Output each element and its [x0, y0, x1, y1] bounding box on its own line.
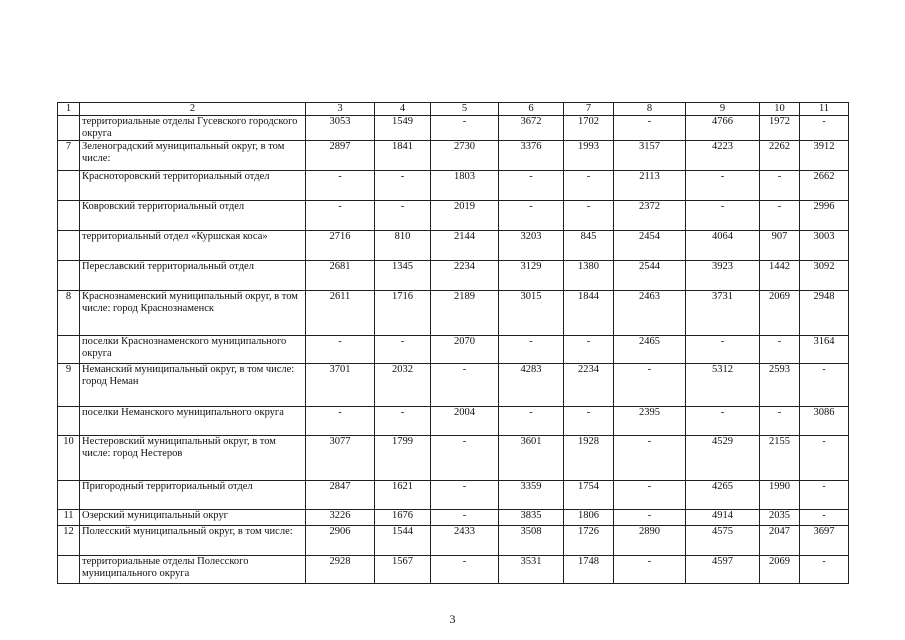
value-cell: - — [564, 336, 614, 364]
value-cell: 2928 — [306, 556, 375, 584]
value-cell: 3203 — [499, 231, 564, 261]
table-row — [58, 526, 849, 556]
value-cell: - — [499, 201, 564, 231]
value-cell: 2948 — [800, 291, 849, 336]
value-cell: 3697 — [800, 526, 849, 556]
value-cell: 1748 — [564, 556, 614, 584]
header-cell: 6 — [499, 103, 564, 116]
value-cell: 2155 — [760, 436, 800, 481]
value-cell: 1567 — [375, 556, 431, 584]
value-cell: 2996 — [800, 201, 849, 231]
value-cell: 1549 — [375, 116, 431, 141]
value-cell: 1806 — [564, 510, 614, 526]
value-cell: 1990 — [760, 481, 800, 510]
row-name: территориальный отдел «Куршская коса» — [80, 231, 306, 261]
value-cell: 3092 — [800, 261, 849, 291]
value-cell: 1993 — [564, 141, 614, 171]
value-cell: - — [614, 510, 686, 526]
table-row — [58, 141, 849, 171]
value-cell: - — [431, 481, 499, 510]
header-cell: 1 — [58, 103, 80, 116]
value-cell: 4597 — [686, 556, 760, 584]
value-cell: 3226 — [306, 510, 375, 526]
value-cell: 2372 — [614, 201, 686, 231]
value-cell: 3701 — [306, 364, 375, 407]
value-cell: - — [564, 171, 614, 201]
header-cell: 11 — [800, 103, 849, 116]
value-cell: 1702 — [564, 116, 614, 141]
row-number — [58, 116, 80, 141]
value-cell: - — [375, 336, 431, 364]
table-row — [58, 336, 849, 364]
value-cell: 1799 — [375, 436, 431, 481]
value-cell: 2113 — [614, 171, 686, 201]
value-cell: 2730 — [431, 141, 499, 171]
value-cell: 4283 — [499, 364, 564, 407]
value-cell: 2047 — [760, 526, 800, 556]
value-cell: 2847 — [306, 481, 375, 510]
value-cell: 3508 — [499, 526, 564, 556]
value-cell: 4223 — [686, 141, 760, 171]
value-cell: - — [800, 481, 849, 510]
table-row — [58, 510, 849, 526]
header-cell: 3 — [306, 103, 375, 116]
value-cell: 1716 — [375, 291, 431, 336]
value-cell: - — [375, 407, 431, 436]
row-number: 11 — [58, 510, 80, 526]
value-cell: 1621 — [375, 481, 431, 510]
row-number — [58, 407, 80, 436]
value-cell: 2593 — [760, 364, 800, 407]
value-cell: 3601 — [499, 436, 564, 481]
table-row — [58, 364, 849, 407]
value-cell: 3531 — [499, 556, 564, 584]
value-cell: 1676 — [375, 510, 431, 526]
row-name: Зеленоградский муниципальный округ, в том числе: — [80, 141, 306, 171]
value-cell: - — [306, 407, 375, 436]
value-cell: 2032 — [375, 364, 431, 407]
value-cell: 2234 — [431, 261, 499, 291]
value-cell: - — [800, 116, 849, 141]
value-cell: - — [800, 436, 849, 481]
table-row — [58, 481, 849, 510]
value-cell: - — [686, 336, 760, 364]
header-cell: 7 — [564, 103, 614, 116]
row-name: территориальные отделы Гусевского городского округа — [80, 116, 306, 141]
row-number — [58, 231, 80, 261]
value-cell: - — [306, 201, 375, 231]
value-cell: 845 — [564, 231, 614, 261]
value-cell: 2234 — [564, 364, 614, 407]
value-cell: - — [375, 171, 431, 201]
value-cell: 3129 — [499, 261, 564, 291]
value-cell: 4064 — [686, 231, 760, 261]
value-cell: 2544 — [614, 261, 686, 291]
value-cell: - — [760, 201, 800, 231]
header-cell: 4 — [375, 103, 431, 116]
value-cell: 3053 — [306, 116, 375, 141]
row-number: 12 — [58, 526, 80, 556]
table-row — [58, 201, 849, 231]
value-cell: 2433 — [431, 526, 499, 556]
data-table — [57, 102, 849, 584]
header-cell: 5 — [431, 103, 499, 116]
value-cell: 2070 — [431, 336, 499, 364]
value-cell: - — [614, 364, 686, 407]
row-name: Неманский муниципальный округ, в том числе: город Неман — [80, 364, 306, 407]
row-name: Пригородный территориальный отдел — [80, 481, 306, 510]
page-number: 3 — [449, 612, 456, 626]
value-cell: - — [760, 407, 800, 436]
row-name: Полесский муниципальный округ, в том числе: — [80, 526, 306, 556]
value-cell: 1928 — [564, 436, 614, 481]
value-cell: 3731 — [686, 291, 760, 336]
value-cell: 2611 — [306, 291, 375, 336]
value-cell: - — [760, 336, 800, 364]
value-cell: - — [686, 171, 760, 201]
row-name: Нестеровский муниципальный округ, в том числе: город Нестеров — [80, 436, 306, 481]
value-cell: - — [564, 201, 614, 231]
row-name: поселки Неманского муниципального округа — [80, 407, 306, 436]
value-cell: - — [306, 336, 375, 364]
value-cell: 2897 — [306, 141, 375, 171]
value-cell: 3157 — [614, 141, 686, 171]
value-cell: 3003 — [800, 231, 849, 261]
value-cell: - — [564, 407, 614, 436]
value-cell: 1844 — [564, 291, 614, 336]
table-row — [58, 291, 849, 336]
value-cell: 1726 — [564, 526, 614, 556]
value-cell: 5312 — [686, 364, 760, 407]
value-cell: - — [614, 116, 686, 141]
value-cell: 3359 — [499, 481, 564, 510]
value-cell: 3077 — [306, 436, 375, 481]
value-cell: 4265 — [686, 481, 760, 510]
header-cell: 2 — [80, 103, 306, 116]
value-cell: - — [800, 556, 849, 584]
value-cell: - — [431, 556, 499, 584]
value-cell: 1345 — [375, 261, 431, 291]
row-name: поселки Краснознаменского муниципального округа — [80, 336, 306, 364]
row-name: Переславский территориальный отдел — [80, 261, 306, 291]
value-cell: 2465 — [614, 336, 686, 364]
value-cell: 2454 — [614, 231, 686, 261]
value-cell: 2681 — [306, 261, 375, 291]
value-cell: 3015 — [499, 291, 564, 336]
value-cell: 1803 — [431, 171, 499, 201]
row-number — [58, 481, 80, 510]
value-cell: 1972 — [760, 116, 800, 141]
value-cell: 2189 — [431, 291, 499, 336]
value-cell: - — [306, 171, 375, 201]
row-name: Озерский муниципальный округ — [80, 510, 306, 526]
table-row — [58, 556, 849, 584]
row-number — [58, 261, 80, 291]
value-cell: 3912 — [800, 141, 849, 171]
row-name: территориальные отделы Полесского муниципального округа — [80, 556, 306, 584]
value-cell: 2716 — [306, 231, 375, 261]
row-number — [58, 556, 80, 584]
value-cell: 3376 — [499, 141, 564, 171]
value-cell: 3923 — [686, 261, 760, 291]
value-cell: - — [800, 364, 849, 407]
row-name: Красноторовский территориальный отдел — [80, 171, 306, 201]
value-cell: 4575 — [686, 526, 760, 556]
header-cell: 8 — [614, 103, 686, 116]
value-cell: 2463 — [614, 291, 686, 336]
value-cell: 2004 — [431, 407, 499, 436]
row-number: 8 — [58, 291, 80, 336]
row-name: Краснознаменский муниципальный округ, в том числе: город Краснознаменск — [80, 291, 306, 336]
value-cell: 2906 — [306, 526, 375, 556]
value-cell: 3164 — [800, 336, 849, 364]
value-cell: - — [499, 171, 564, 201]
value-cell: - — [800, 510, 849, 526]
value-cell: - — [499, 407, 564, 436]
value-cell: 2035 — [760, 510, 800, 526]
table-row — [58, 407, 849, 436]
value-cell: - — [614, 556, 686, 584]
value-cell: 4766 — [686, 116, 760, 141]
row-number: 9 — [58, 364, 80, 407]
header-cell: 10 — [760, 103, 800, 116]
value-cell: 810 — [375, 231, 431, 261]
value-cell: 2069 — [760, 556, 800, 584]
header-row — [58, 103, 849, 116]
value-cell: 4914 — [686, 510, 760, 526]
value-cell: 2262 — [760, 141, 800, 171]
value-cell: - — [431, 116, 499, 141]
row-name: Ковровский территориальный отдел — [80, 201, 306, 231]
value-cell: 1380 — [564, 261, 614, 291]
value-cell: 1544 — [375, 526, 431, 556]
table-row — [58, 171, 849, 201]
table-row — [58, 436, 849, 481]
value-cell: 2144 — [431, 231, 499, 261]
header-cell: 9 — [686, 103, 760, 116]
value-cell: 2069 — [760, 291, 800, 336]
value-cell: - — [686, 407, 760, 436]
value-cell: - — [375, 201, 431, 231]
value-cell: 907 — [760, 231, 800, 261]
value-cell: 1841 — [375, 141, 431, 171]
value-cell: - — [686, 201, 760, 231]
value-cell: - — [431, 510, 499, 526]
value-cell: 3835 — [499, 510, 564, 526]
value-cell: 4529 — [686, 436, 760, 481]
table-row — [58, 116, 849, 141]
value-cell: - — [499, 336, 564, 364]
value-cell: - — [614, 436, 686, 481]
value-cell: - — [431, 364, 499, 407]
value-cell: 3672 — [499, 116, 564, 141]
value-cell: 1442 — [760, 261, 800, 291]
value-cell: 1754 — [564, 481, 614, 510]
row-number — [58, 336, 80, 364]
table-row — [58, 261, 849, 291]
value-cell: 2019 — [431, 201, 499, 231]
row-number — [58, 201, 80, 231]
value-cell: - — [614, 481, 686, 510]
value-cell: 3086 — [800, 407, 849, 436]
value-cell: 2662 — [800, 171, 849, 201]
value-cell: 2395 — [614, 407, 686, 436]
row-number: 7 — [58, 141, 80, 171]
value-cell: - — [431, 436, 499, 481]
row-number: 10 — [58, 436, 80, 481]
value-cell: - — [760, 171, 800, 201]
row-number — [58, 171, 80, 201]
table-row — [58, 231, 849, 261]
value-cell: 2890 — [614, 526, 686, 556]
